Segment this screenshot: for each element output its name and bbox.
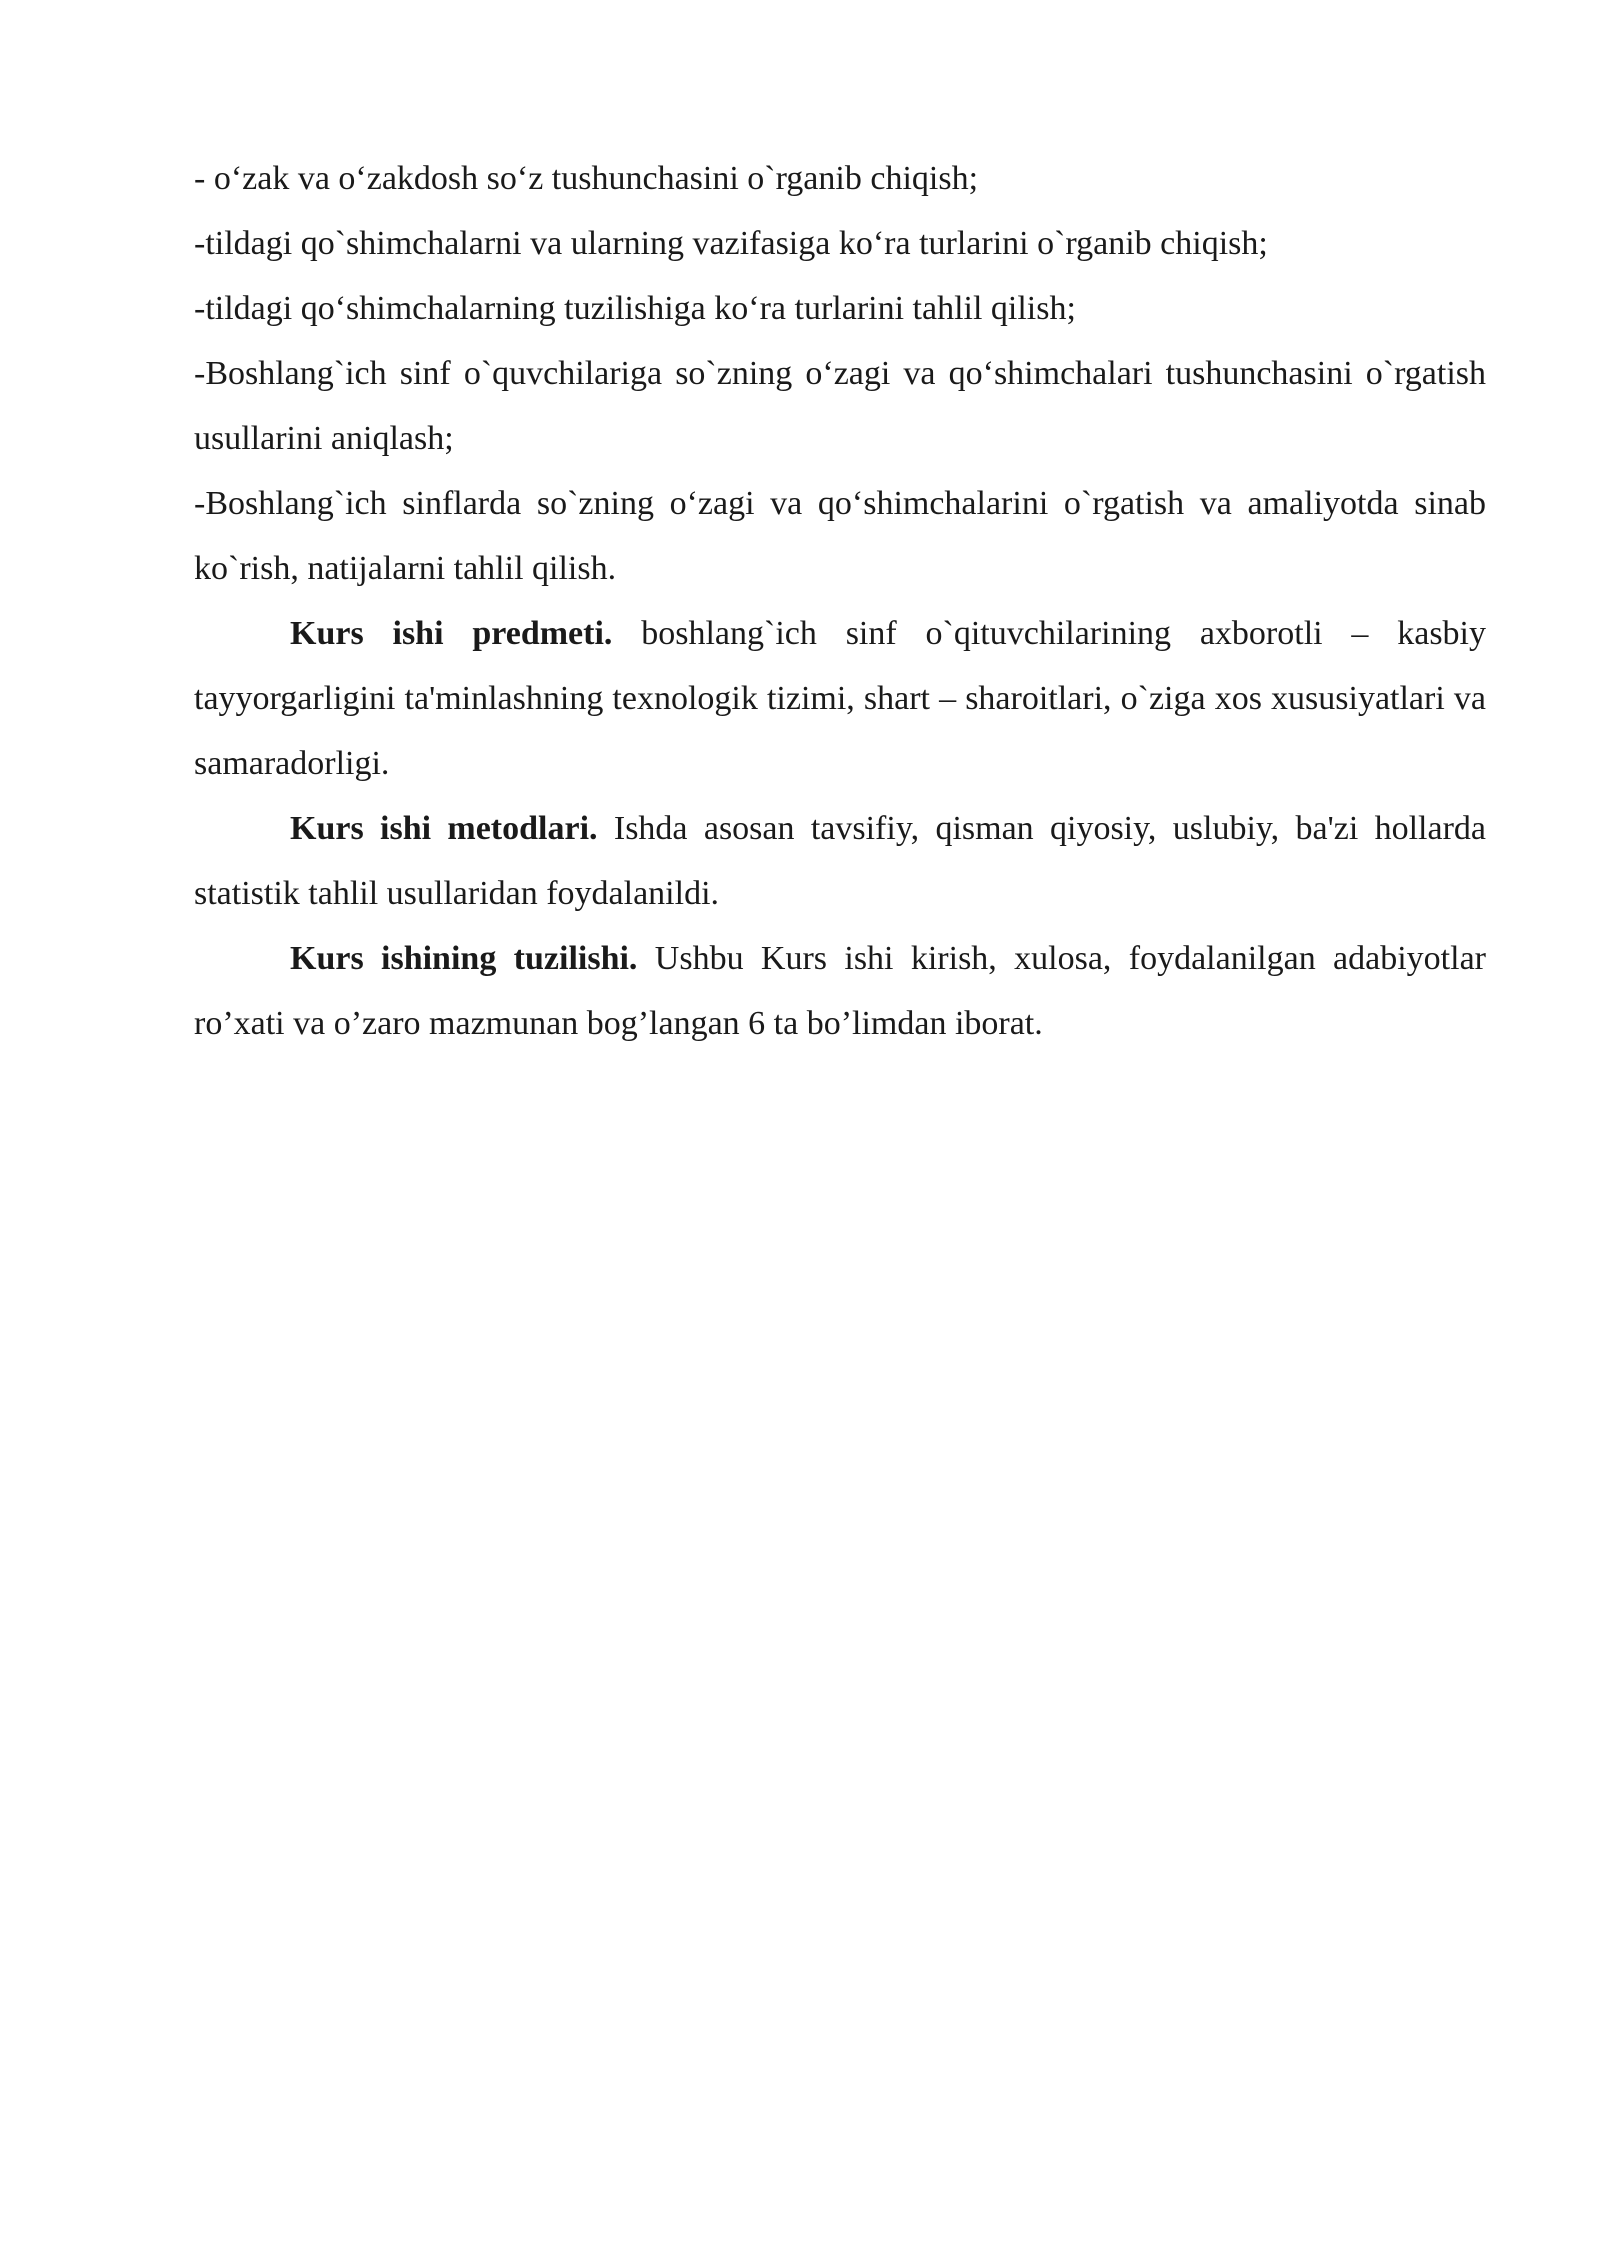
task-item-4: -Boshlang`ich sinf o`quvchilariga so`zning o‘zagi va qo‘shimchalari tushunchasini o`rgatish usullarini aniqlash; xyxy=(194,355,1486,457)
task-item-2: -tildagi qo`shimchalarni va ularning vazifasiga ko‘ra turlarini o`rganib chiqish; xyxy=(194,225,1268,262)
document-body xyxy=(194,146,1486,1056)
task-item-5: -Boshlang`ich sinflarda so`zning o‘zagi va qo‘shimchalarini o`rgatish va amaliyotda sinab ko`rish, natijalarni tahlil qilish. xyxy=(194,485,1486,587)
task-item-3: -tildagi qo‘shimchalarning tuzilishiga ko‘ra turlarini tahlil qilish; xyxy=(194,290,1076,327)
methods-paragraph xyxy=(194,796,1486,926)
structure-label: Kurs ishining tuzilishi. xyxy=(290,940,638,977)
methods-label: Kurs ishi metodlari. xyxy=(290,810,598,847)
structure-paragraph xyxy=(194,926,1486,1056)
subject-label: Kurs ishi predmeti. xyxy=(290,615,613,652)
subject-text: boshlang`ich sinf o`qituvchilarining axborotli – kasbiy tayyorgarligini ta'minlashning texnologik tizimi, shart – sharoitlari, o`ziga xos xususiyatlari va samaradorligi. xyxy=(194,615,1486,782)
task-item-1: - o‘zak va o‘zakdosh so‘z tushunchasini o`rganib chiqish; xyxy=(194,160,979,197)
methods-text: Ishda asosan tavsifiy, qisman qiyosiy, uslubiy, ba'zi hollarda statistik tahlil usullaridan foydalanildi. xyxy=(194,810,1487,912)
subject-paragraph xyxy=(194,601,1486,796)
structure-text: Ushbu Kurs ishi kirish, xulosa, foydalanilgan adabiyotlar ro’xati va o’zaro mazmunan bog’langan 6 ta bo’limdan iborat. xyxy=(194,940,1486,1042)
